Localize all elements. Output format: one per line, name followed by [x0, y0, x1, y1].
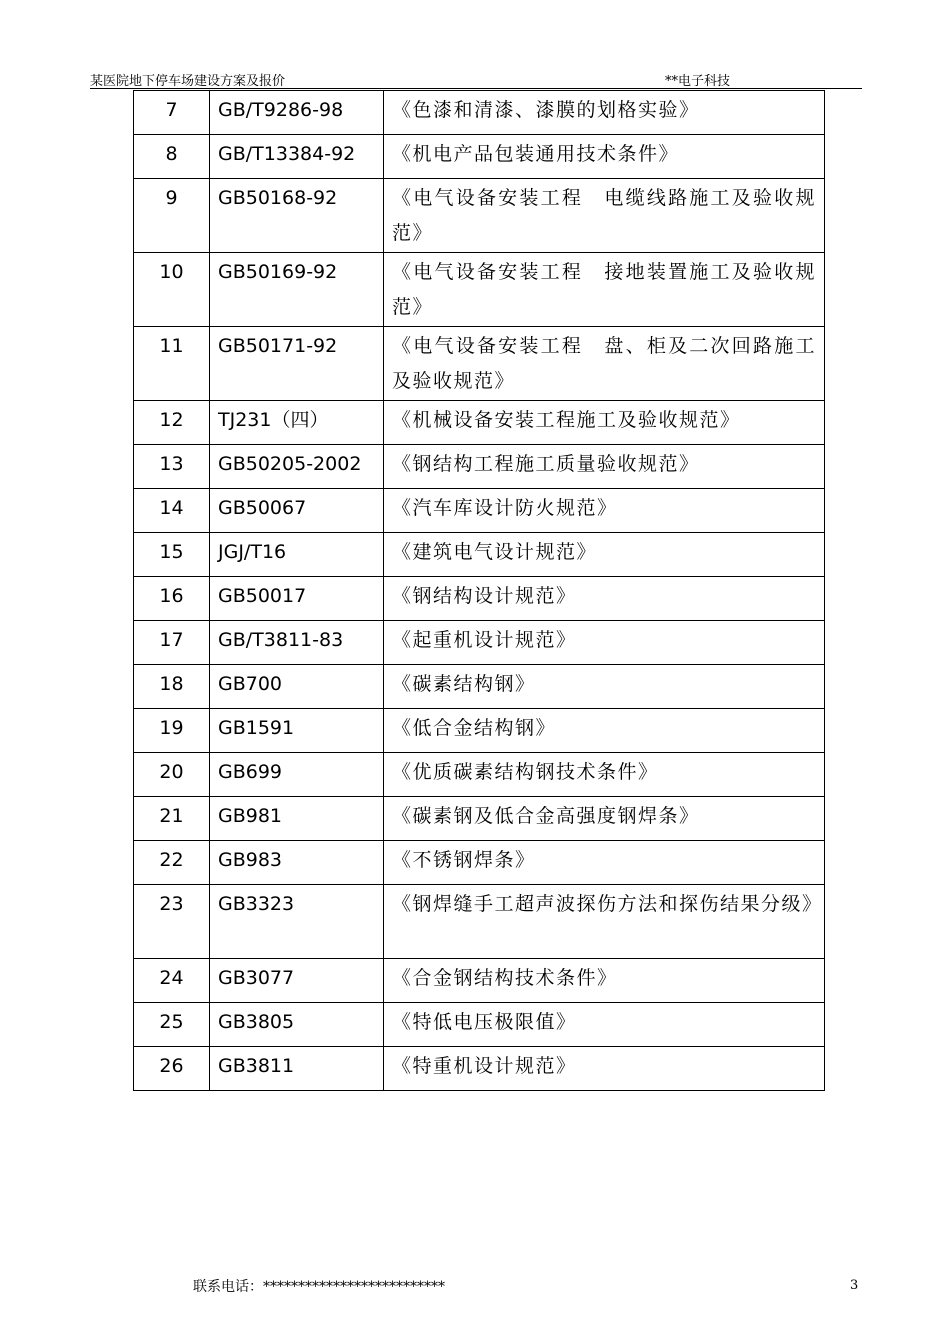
standard-number: 20 — [134, 753, 210, 797]
standard-title: 《钢焊缝手工超声波探伤方法和探伤结果分级》 — [384, 885, 825, 959]
standard-code: GB3077 — [210, 959, 384, 1003]
standard-number: 22 — [134, 841, 210, 885]
standard-title: 《不锈钢焊条》 — [384, 841, 825, 885]
table-row — [134, 753, 825, 797]
table-row — [134, 797, 825, 841]
standard-number: 24 — [134, 959, 210, 1003]
standard-number: 9 — [134, 179, 210, 253]
standard-title: 《低合金结构钢》 — [384, 709, 825, 753]
standard-title: 《起重机设计规范》 — [384, 621, 825, 665]
standard-title: 《电气设备安装工程 盘、柜及二次回路施工及验收规范》 — [384, 327, 825, 401]
document-title: 某医院地下停车场建设方案及报价 — [90, 74, 286, 89]
standard-number: 15 — [134, 533, 210, 577]
standard-code: GB700 — [210, 665, 384, 709]
standard-code: GB699 — [210, 753, 384, 797]
standard-code: GB981 — [210, 797, 384, 841]
standard-title: 《特重机设计规范》 — [384, 1047, 825, 1091]
table-row — [134, 401, 825, 445]
standards-table-body — [134, 91, 825, 1091]
standard-number: 17 — [134, 621, 210, 665]
standard-number: 26 — [134, 1047, 210, 1091]
standard-number: 10 — [134, 253, 210, 327]
company-name: **电子科技 — [665, 74, 731, 89]
page-header — [90, 70, 862, 89]
standard-number: 11 — [134, 327, 210, 401]
standard-title: 《钢结构设计规范》 — [384, 577, 825, 621]
standard-number: 21 — [134, 797, 210, 841]
standard-title: 《碳素结构钢》 — [384, 665, 825, 709]
standard-title: 《优质碳素结构钢技术条件》 — [384, 753, 825, 797]
table-row — [134, 841, 825, 885]
standard-code: GB50017 — [210, 577, 384, 621]
standard-code: GB50067 — [210, 489, 384, 533]
table-row — [134, 959, 825, 1003]
standard-number: 25 — [134, 1003, 210, 1047]
standard-code: GB50205-2002 — [210, 445, 384, 489]
standard-title: 《汽车库设计防火规范》 — [384, 489, 825, 533]
standard-code: GB3811 — [210, 1047, 384, 1091]
table-row — [134, 489, 825, 533]
table-row — [134, 577, 825, 621]
standard-number: 8 — [134, 135, 210, 179]
standard-code: GB50169-92 — [210, 253, 384, 327]
page-number: 3 — [850, 1278, 859, 1293]
standard-code: GB/T9286-98 — [210, 91, 384, 135]
standard-number: 16 — [134, 577, 210, 621]
table-row — [134, 179, 825, 253]
standard-title: 《碳素钢及低合金高强度钢焊条》 — [384, 797, 825, 841]
table-row — [134, 665, 825, 709]
table-row — [134, 1003, 825, 1047]
standard-title: 《电气设备安装工程 接地装置施工及验收规范》 — [384, 253, 825, 327]
standard-title: 《建筑电气设计规范》 — [384, 533, 825, 577]
standard-title: 《合金钢结构技术条件》 — [384, 959, 825, 1003]
standard-title: 《特低电压极限值》 — [384, 1003, 825, 1047]
standard-code: GB50168-92 — [210, 179, 384, 253]
table-row — [134, 91, 825, 135]
table-row — [134, 253, 825, 327]
standard-code: GB3323 — [210, 885, 384, 959]
table-row — [134, 709, 825, 753]
standard-code: GB/T13384-92 — [210, 135, 384, 179]
standard-code: GB3805 — [210, 1003, 384, 1047]
table-row — [134, 1047, 825, 1091]
standard-number: 13 — [134, 445, 210, 489]
standard-code: JGJ/T16 — [210, 533, 384, 577]
standard-code: GB50171-92 — [210, 327, 384, 401]
table-row — [134, 445, 825, 489]
table-row — [134, 885, 825, 959]
standard-code: TJ231（四） — [210, 401, 384, 445]
standard-number: 18 — [134, 665, 210, 709]
standard-title: 《机械设备安装工程施工及验收规范》 — [384, 401, 825, 445]
table-row — [134, 135, 825, 179]
standard-title: 《色漆和清漆、漆膜的划格实验》 — [384, 91, 825, 135]
table-row — [134, 621, 825, 665]
standard-title: 《电气设备安装工程 电缆线路施工及验收规范》 — [384, 179, 825, 253]
standard-number: 12 — [134, 401, 210, 445]
standard-number: 19 — [134, 709, 210, 753]
standard-title: 《钢结构工程施工质量验收规范》 — [384, 445, 825, 489]
standard-number: 7 — [134, 91, 210, 135]
standards-table — [133, 90, 825, 1091]
standard-number: 23 — [134, 885, 210, 959]
standard-code: GB/T3811-83 — [210, 621, 384, 665]
standard-title: 《机电产品包装通用技术条件》 — [384, 135, 825, 179]
standard-code: GB1591 — [210, 709, 384, 753]
table-row — [134, 327, 825, 401]
standard-number: 14 — [134, 489, 210, 533]
table-row — [134, 533, 825, 577]
standard-code: GB983 — [210, 841, 384, 885]
contact-phone: 联系电话：************************** — [193, 1279, 445, 1295]
